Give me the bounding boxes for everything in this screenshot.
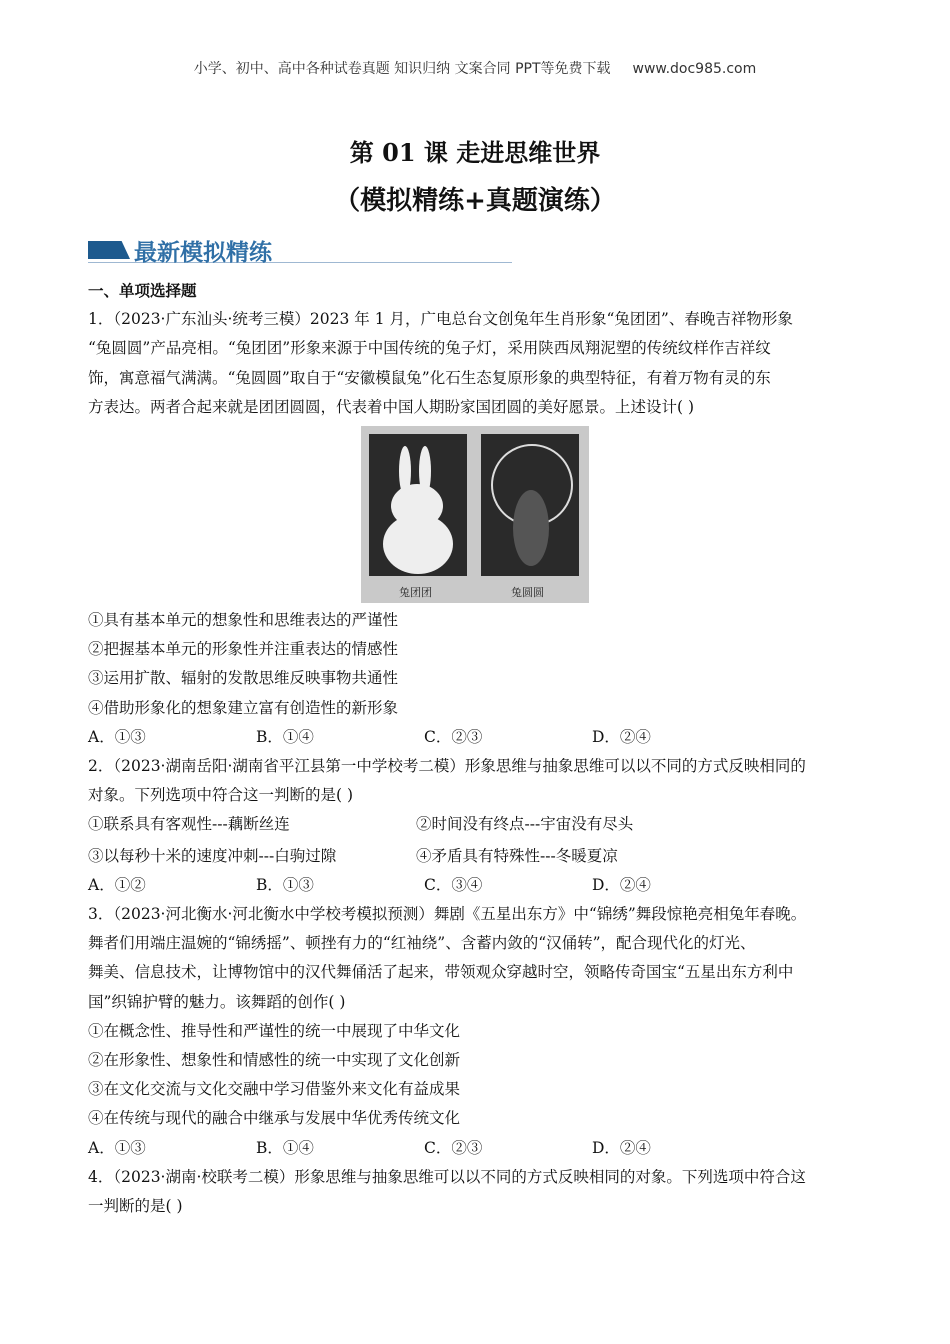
option-b[interactable]: B．①④ xyxy=(256,727,314,746)
question-2 xyxy=(88,752,878,900)
header-url[interactable]: www.doc985.com xyxy=(632,61,757,77)
page-subtitle: （模拟精练+真题演练） xyxy=(334,186,616,216)
figure-caption: 兔团团 xyxy=(399,586,432,600)
part-heading: 一、单项选择题 xyxy=(88,281,197,300)
q-line: 2．（2023·湖南岳阳·湖南省平江县第一中学校考二模）形象思维与抽象思维可以以不同的方式反映相同的 xyxy=(88,757,806,776)
figure-caption: 兔圆圆 xyxy=(511,586,544,600)
q-item: ④在传统与现代的融合中继承与发展中华优秀传统文化 xyxy=(88,1109,461,1128)
question-3 xyxy=(88,900,878,1163)
q-item: ③运用扩散、辐射的发散思维反映事物共通性 xyxy=(88,669,399,688)
q-item: ①具有基本单元的想象性和思维表达的严谨性 xyxy=(88,611,399,630)
q-item: ②时间没有终点---宇宙没有尽头 xyxy=(416,815,634,834)
q-item: ③在文化交流与文化交融中学习借鉴外来文化有益成果 xyxy=(88,1080,461,1099)
q-line: 1．（2023·广东汕头·统考三模）2023 年 1 月，广电总台文创兔年生肖形象“兔团团”、春晚吉祥物形象 xyxy=(88,310,793,329)
q-item: ④借助形象化的想象建立富有创造性的新形象 xyxy=(88,698,399,717)
header-text: 小学、初中、高中各种试卷真题 知识归纳 文案合同 PPT等免费下载 xyxy=(193,61,611,77)
option-c[interactable]: C．②③ xyxy=(424,1138,483,1157)
q-item: ①在概念性、推导性和严谨性的统一中展现了中华文化 xyxy=(88,1021,461,1040)
q-item: ②把握基本单元的形象性并注重表达的情感性 xyxy=(88,640,399,659)
q-line: 舞者们用端庄温婉的“锦绣摇”、顿挫有力的“红袖绕”、含蓄内敛的“汉俑转”，配合现代化的灯光、 xyxy=(88,934,756,953)
option-d[interactable]: D．②④ xyxy=(592,875,651,894)
question-4 xyxy=(88,1163,878,1221)
option-b[interactable]: B．①④ xyxy=(256,1138,314,1157)
option-b[interactable]: B．①③ xyxy=(256,875,314,894)
option-a[interactable]: A．①② xyxy=(88,875,146,894)
banner-bar xyxy=(88,241,130,259)
q-item: ③以每秒十米的速度冲刺---白驹过隙 xyxy=(88,846,337,865)
option-a[interactable]: A．①③ xyxy=(88,727,146,746)
q-line: 方表达。两者合起来就是团团圆圆，代表着中国人期盼家国团圆的美好愿景。上述设计( ) xyxy=(88,397,695,416)
section-banner xyxy=(88,234,512,266)
page-header xyxy=(0,58,950,78)
q-line: “兔圆圆”产品亮相。“兔团团”形象来源于中国传统的兔子灯，采用陕西凤翔泥塑的传统纹样作吉祥纹 xyxy=(88,339,771,358)
option-a[interactable]: A．①③ xyxy=(88,1138,146,1157)
q-line: 舞美、信息技术，让博物馆中的汉代舞俑活了起来，带领观众穿越时空，领略传奇国宝“五星出东方利中 xyxy=(88,963,794,982)
question-body xyxy=(88,276,878,1221)
q-item: ①联系具有客观性---藕断丝连 xyxy=(88,815,290,834)
question-1 xyxy=(88,305,878,752)
q-item: ④矛盾具有特殊性---冬暖夏凉 xyxy=(416,846,618,865)
option-c[interactable]: C．②③ xyxy=(424,727,483,746)
q-line: 一判断的是( ) xyxy=(88,1197,183,1216)
q-line: 国”织锦护臂的魅力。该舞蹈的创作( ) xyxy=(88,992,346,1011)
rabbit-figure-image xyxy=(361,426,589,603)
option-d[interactable]: D．②④ xyxy=(592,727,651,746)
q-item: ②在形象性、想象性和情感性的统一中实现了文化创新 xyxy=(88,1051,461,1070)
section-title: 最新模拟精练 xyxy=(134,239,272,266)
q-line: 3．（2023·河北衡水·河北衡水中学校考模拟预测）舞剧《五星出东方》中“锦绣”舞段惊艳亮相兔年春晚。 xyxy=(88,905,807,924)
option-c[interactable]: C．③④ xyxy=(424,875,483,894)
q-line: 饰，寓意福气满满。“兔圆圆”取自于“安徽模鼠兔”化石生态复原形象的典型特征，有着万物有灵的东 xyxy=(88,368,771,387)
q-line: 对象。下列选项中符合这一判断的是( ) xyxy=(88,786,354,805)
q-line: 4．（2023·湖南·校联考二模）形象思维与抽象思维可以以不同的方式反映相同的对象。下列选项中符合这 xyxy=(88,1167,806,1186)
page-title: 第 01 课 走进思维世界 xyxy=(349,138,601,167)
option-d[interactable]: D．②④ xyxy=(592,1138,651,1157)
